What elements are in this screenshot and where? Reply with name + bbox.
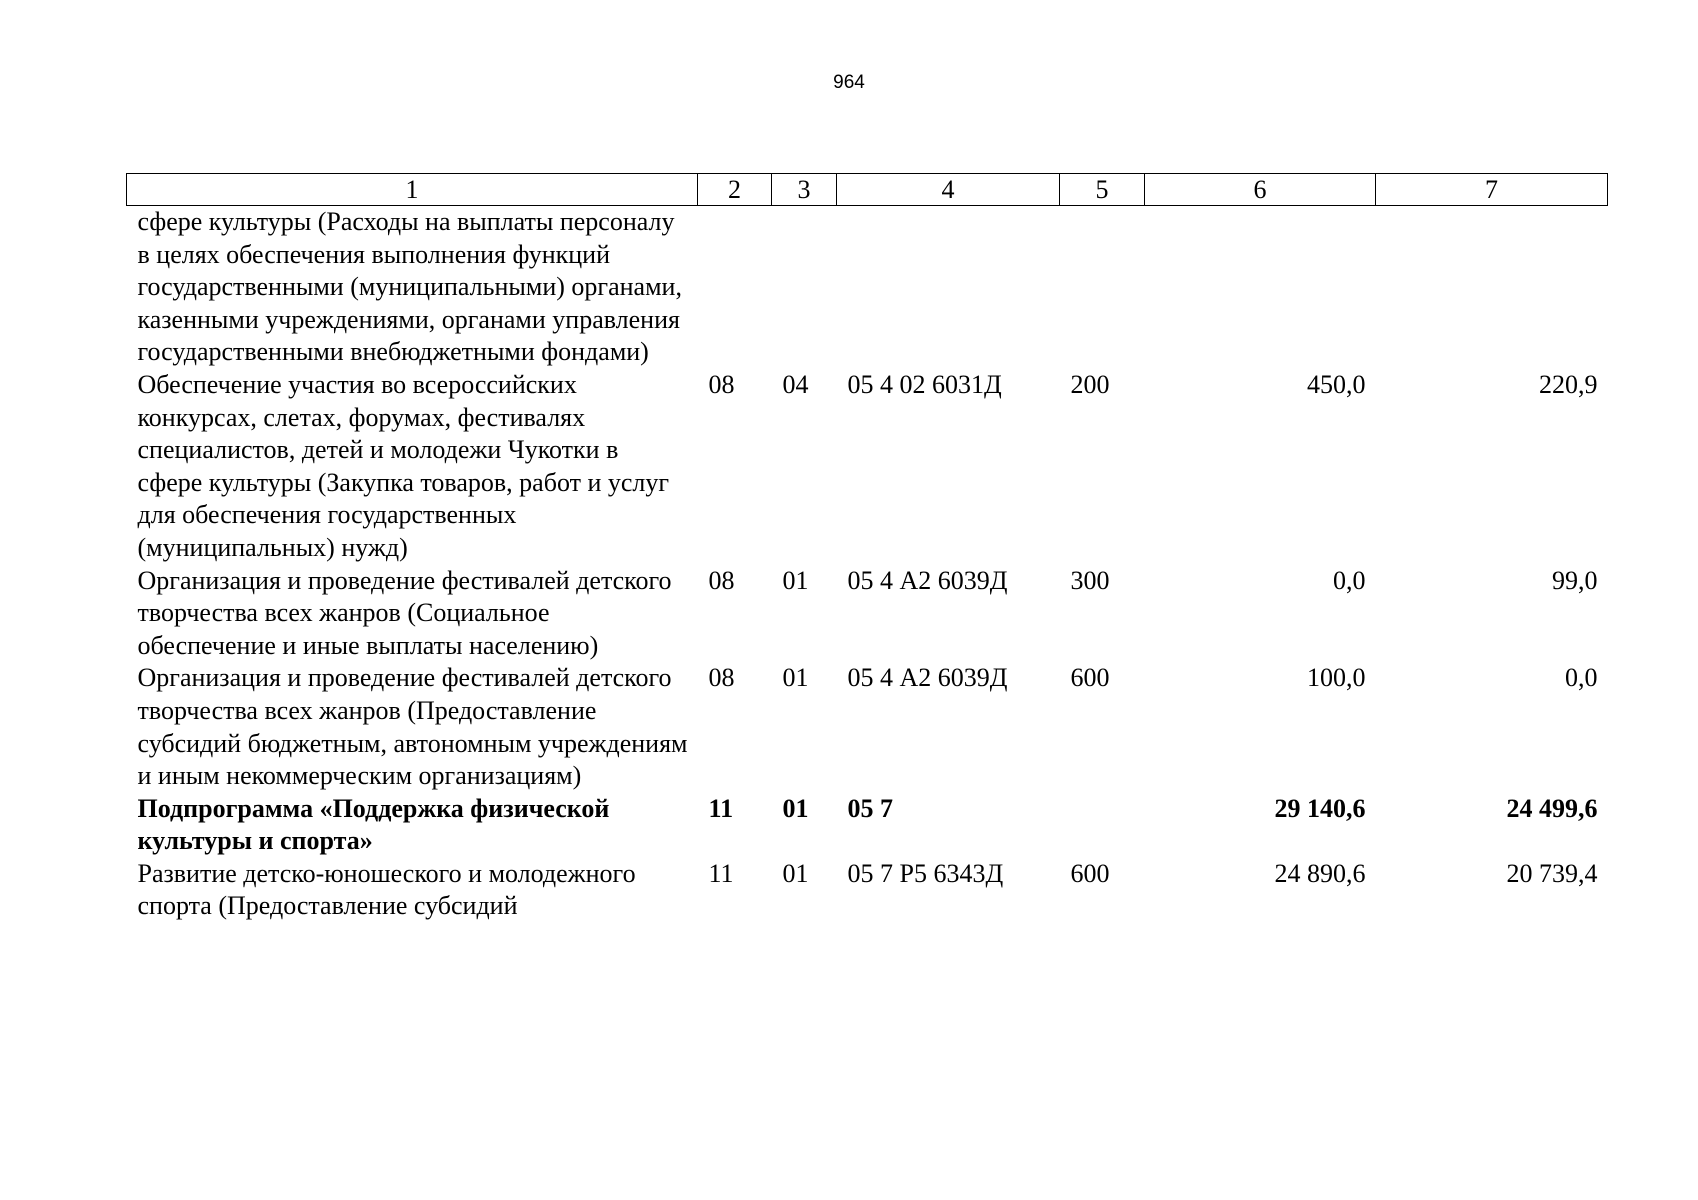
expense-type-cell [1060,206,1145,369]
column-header-1: 1 [127,174,698,206]
amount-cell-1: 24 890,6 [1274,858,1366,888]
subsection-code-cell: 01 [782,663,809,693]
amount-cell-2 [1376,206,1608,369]
expense-name-cell: Организация и проведение фестивалей детского творчества всех жанров (Социальное обеспечение и иные выплаты населению) [137,565,672,660]
target-article-cell [837,206,1060,369]
section-code-cell: 08 [708,369,735,399]
subsection-code-cell [772,206,837,369]
column-header-5: 5 [1060,174,1145,206]
subsection-code-cell: 01 [782,858,809,888]
section-code-cell [698,206,772,369]
expense-type-cell: 600 [1070,663,1110,693]
amount-cell-2: 20 739,4 [1506,858,1598,888]
table-row [127,206,1608,369]
section-code-cell: 11 [708,858,734,888]
column-number-header-row [127,174,1608,206]
page-number: 964 [833,72,865,93]
amount-cell-1: 29 140,6 [1274,793,1366,823]
column-header-4: 4 [837,174,1060,206]
amount-cell-1: 100,0 [1307,663,1366,693]
expense-name-cell: Развитие детско-юношеского и молодежного спорта (Предоставление субсидий [137,858,636,921]
target-article-cell: 05 4 02 6031Д [847,369,1002,399]
budget-table [126,173,1608,923]
amount-cell-2: 0,0 [1565,663,1598,693]
amount-cell-2: 220,9 [1539,369,1598,399]
expense-name-cell: сфере культуры (Расходы на выплаты персоналу в целях обеспечения выполнения функций государственными (муниципальными) органами, казенными учреждениями, органами управления государственными внебюджетными фондами) [137,207,682,367]
column-header-3: 3 [772,174,837,206]
amount-cell-2: 99,0 [1552,565,1598,595]
target-article-cell: 05 4 А2 6039Д [847,565,1008,595]
table-row [127,565,1608,663]
subprogram-row [127,793,1608,858]
amount-cell-1: 0,0 [1333,565,1366,595]
subsection-code-cell: 01 [782,793,809,823]
target-article-cell: 05 4 А2 6039Д [847,663,1008,693]
expense-type-cell: 300 [1070,565,1110,595]
column-header-7: 7 [1376,174,1608,206]
expense-name-cell: Обеспечение участия во всероссийских конкурсах, слетах, форумах, фестивалях специалистов, детей и молодежи Чукотки в сфере культуры (Закупка товаров, работ и услуг для обеспечения государственных (муниципальных) нужд) [137,369,670,562]
amount-cell-1 [1145,206,1376,369]
table-row [127,662,1608,792]
column-header-6: 6 [1145,174,1376,206]
expense-name-cell: Подпрограмма «Поддержка физической культуры и спорта» [137,793,610,856]
section-code-cell: 08 [708,663,735,693]
subsection-code-cell: 04 [782,369,809,399]
amount-cell-1: 450,0 [1307,369,1366,399]
expense-type-cell [1060,793,1145,858]
section-code-cell: 08 [708,565,735,595]
table-row [127,858,1608,923]
expense-type-cell: 600 [1070,858,1110,888]
target-article-cell: 05 7 [847,793,893,823]
table-row [127,369,1608,565]
expense-name-cell: Организация и проведение фестивалей детского творчества всех жанров (Предоставление субсидий бюджетным, автономным учреждениям и иным некоммерческим организациям) [137,663,688,791]
subsection-code-cell: 01 [782,565,809,595]
target-article-cell: 05 7 Р5 6343Д [847,858,1004,888]
column-header-2: 2 [698,174,772,206]
amount-cell-2: 24 499,6 [1506,793,1598,823]
expense-type-cell: 200 [1070,369,1110,399]
section-code-cell: 11 [708,793,734,823]
